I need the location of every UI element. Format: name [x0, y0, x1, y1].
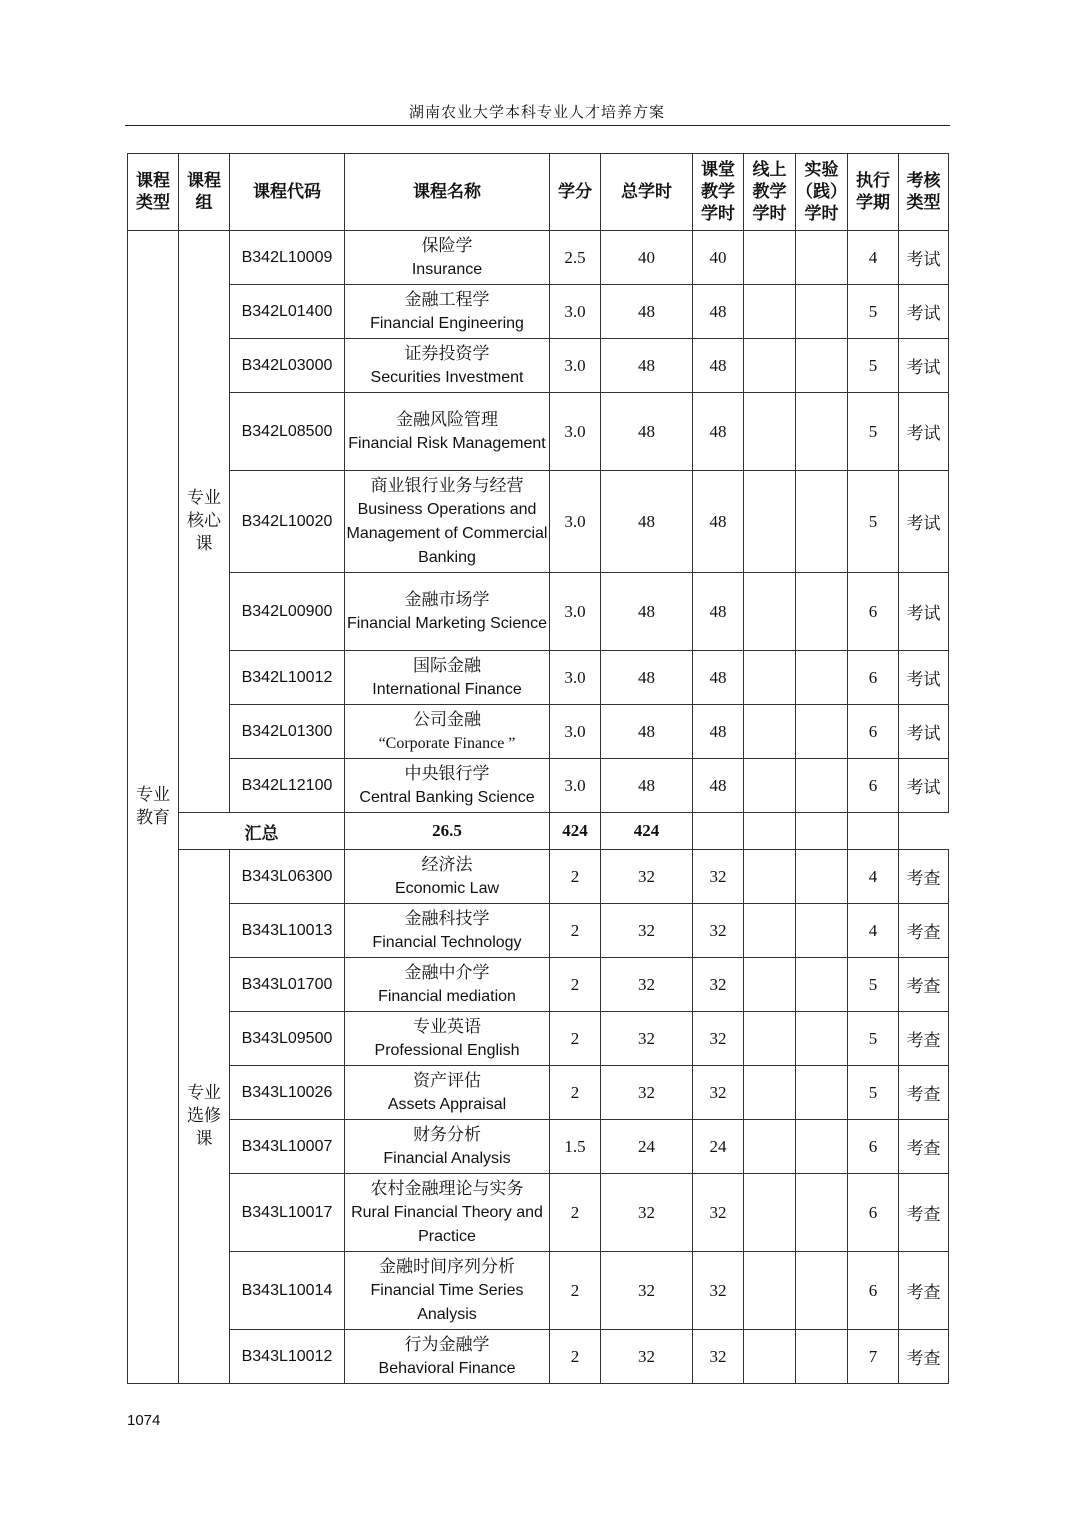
course-name-zh: 保险学	[421, 235, 473, 256]
course-name-en: Professional English	[374, 1041, 520, 1059]
course-name	[345, 471, 550, 573]
total-hours-cell: 32	[601, 1252, 693, 1330]
summary-exam	[848, 813, 899, 850]
header-cell: 线上 教学 学时	[744, 154, 796, 231]
course-name	[345, 1012, 550, 1066]
course-name-zh: 金融时间序列分析	[379, 1256, 515, 1277]
exam-type-cell: 考试	[899, 651, 949, 705]
course-name	[345, 1252, 550, 1330]
credit-cell: 3.0	[550, 471, 601, 573]
course-name	[345, 285, 550, 339]
term-cell: 5	[848, 339, 899, 393]
exam-type-cell: 考查	[899, 1174, 949, 1252]
lab-hours-cell	[796, 904, 848, 958]
header-cell: 实验 （践） 学时	[796, 154, 848, 231]
table-row	[128, 1174, 949, 1252]
course-name-zh: 国际金融	[413, 655, 481, 676]
class-hours-cell: 32	[693, 1066, 744, 1120]
class-hours-cell: 32	[693, 1252, 744, 1330]
course-name-zh: 商业银行业务与经营	[370, 475, 524, 496]
exam-type-cell: 考查	[899, 850, 949, 904]
lab-hours-cell	[796, 231, 848, 285]
total-hours-cell: 32	[601, 1174, 693, 1252]
course-group-cell: 专业 选修 课	[179, 850, 230, 1384]
online-hours-cell	[744, 1066, 796, 1120]
summary-label: 汇总	[179, 813, 345, 850]
total-hours-cell: 48	[601, 705, 693, 759]
table-row	[128, 1252, 949, 1330]
exam-type-cell: 考查	[899, 904, 949, 958]
lab-hours-cell	[796, 651, 848, 705]
course-name-en: Behavioral Finance	[378, 1359, 516, 1377]
course-type-cell: 专业 教育	[128, 231, 179, 1384]
course-code: B343L01700	[230, 958, 345, 1012]
credit-cell: 3.0	[550, 759, 601, 813]
exam-type-cell: 考试	[899, 759, 949, 813]
table-row	[128, 759, 949, 813]
course-name-en: Financial Technology	[372, 933, 522, 951]
table-row	[128, 1012, 949, 1066]
summary-lab	[744, 813, 796, 850]
credit-cell: 2	[550, 1066, 601, 1120]
table-row	[128, 339, 949, 393]
lab-hours-cell	[796, 759, 848, 813]
exam-type-cell: 考查	[899, 958, 949, 1012]
lab-hours-cell	[796, 1012, 848, 1066]
course-name-en: Central Banking Science	[359, 788, 535, 806]
total-hours-cell: 32	[601, 958, 693, 1012]
class-hours-cell: 48	[693, 705, 744, 759]
header-cell: 考核 类型	[899, 154, 949, 231]
class-hours-cell: 32	[693, 850, 744, 904]
class-hours-cell: 32	[693, 1174, 744, 1252]
course-name-en: Financial Time Series Analysis	[370, 1281, 524, 1323]
course-code: B342L10020	[230, 471, 345, 573]
course-name-en: Financial Risk Management	[348, 434, 546, 452]
exam-type-cell: 考查	[899, 1012, 949, 1066]
course-code: B342L01400	[230, 285, 345, 339]
course-code: B342L12100	[230, 759, 345, 813]
credit-cell: 2	[550, 958, 601, 1012]
class-hours-cell: 32	[693, 958, 744, 1012]
class-hours-cell: 48	[693, 339, 744, 393]
course-name-en: Rural Financial Theory and Practice	[351, 1203, 543, 1245]
course-name	[345, 958, 550, 1012]
course-name-en: Securities Investment	[370, 368, 524, 386]
course-name-zh: 农村金融理论与实务	[370, 1178, 524, 1199]
class-hours-cell: 48	[693, 573, 744, 651]
course-name	[345, 1066, 550, 1120]
term-cell: 4	[848, 904, 899, 958]
course-name	[345, 904, 550, 958]
header-divider	[125, 125, 950, 126]
credit-cell: 2	[550, 904, 601, 958]
term-cell: 5	[848, 393, 899, 471]
header-cell: 总学时	[601, 154, 693, 231]
table-row	[128, 958, 949, 1012]
course-name-zh: 行为金融学	[404, 1334, 490, 1355]
exam-type-cell: 考试	[899, 705, 949, 759]
course-name-zh: 证券投资学	[404, 343, 490, 364]
summary-credit: 26.5	[345, 813, 550, 850]
class-hours-cell: 48	[693, 651, 744, 705]
course-name	[345, 1174, 550, 1252]
summary-term	[796, 813, 848, 850]
term-cell: 7	[848, 1330, 899, 1384]
table-row	[128, 1120, 949, 1174]
course-name-en: Financial mediation	[378, 987, 516, 1005]
term-cell: 5	[848, 471, 899, 573]
total-hours-cell: 48	[601, 285, 693, 339]
header-cell: 执行 学期	[848, 154, 899, 231]
class-hours-cell: 32	[693, 1012, 744, 1066]
credit-cell: 2	[550, 1012, 601, 1066]
online-hours-cell	[744, 904, 796, 958]
term-cell: 4	[848, 231, 899, 285]
lab-hours-cell	[796, 850, 848, 904]
class-hours-cell: 40	[693, 231, 744, 285]
course-name-zh: 专业英语	[413, 1016, 481, 1037]
online-hours-cell	[744, 573, 796, 651]
total-hours-cell: 24	[601, 1120, 693, 1174]
total-hours-cell: 48	[601, 573, 693, 651]
lab-hours-cell	[796, 573, 848, 651]
term-cell: 5	[848, 1066, 899, 1120]
page-number: 1074	[127, 1412, 161, 1429]
course-name-en: Financial Marketing Science	[346, 614, 548, 632]
online-hours-cell	[744, 1012, 796, 1066]
exam-type-cell: 考查	[899, 1330, 949, 1384]
total-hours-cell: 48	[601, 393, 693, 471]
exam-type-cell: 考查	[899, 1120, 949, 1174]
total-hours-cell: 32	[601, 850, 693, 904]
lab-hours-cell	[796, 705, 848, 759]
header-cell: 课堂 教学 学时	[693, 154, 744, 231]
course-name-zh: 金融工程学	[404, 289, 490, 310]
exam-type-cell: 考查	[899, 1252, 949, 1330]
total-hours-cell: 48	[601, 471, 693, 573]
lab-hours-cell	[796, 285, 848, 339]
credit-cell: 2	[550, 1252, 601, 1330]
class-hours-cell: 32	[693, 904, 744, 958]
course-name-en: Economic Law	[394, 879, 500, 897]
total-hours-cell: 32	[601, 1330, 693, 1384]
course-code: B342L08500	[230, 393, 345, 471]
term-cell: 6	[848, 1120, 899, 1174]
page-header-title: 湖南农业大学本科专业人才培养方案	[408, 103, 665, 121]
exam-type-cell: 考试	[899, 393, 949, 471]
header-cell: 课程 类型	[128, 154, 179, 231]
course-code: B343L10014	[230, 1252, 345, 1330]
online-hours-cell	[744, 1252, 796, 1330]
lab-hours-cell	[796, 393, 848, 471]
table-row	[128, 285, 949, 339]
table-row	[128, 471, 949, 573]
course-name-zh: 财务分析	[413, 1124, 481, 1145]
online-hours-cell	[744, 471, 796, 573]
credit-cell: 2	[550, 1330, 601, 1384]
credit-cell: 3.0	[550, 573, 601, 651]
exam-type-cell: 考试	[899, 339, 949, 393]
course-name-en: Business Operations and Management of Commercial Banking	[346, 500, 548, 566]
course-name	[345, 651, 550, 705]
table-row	[128, 904, 949, 958]
course-name-zh: 经济法	[421, 854, 473, 875]
lab-hours-cell	[796, 1174, 848, 1252]
total-hours-cell: 40	[601, 231, 693, 285]
credit-cell: 3.0	[550, 651, 601, 705]
course-code: B343L10012	[230, 1330, 345, 1384]
header-cell: 课程 组	[179, 154, 230, 231]
total-hours-cell: 48	[601, 759, 693, 813]
exam-type-cell: 考试	[899, 285, 949, 339]
course-code: B342L03000	[230, 339, 345, 393]
term-cell: 6	[848, 1174, 899, 1252]
table-row	[128, 850, 949, 904]
header-cell: 学分	[550, 154, 601, 231]
course-name-zh: 金融中介学	[404, 962, 490, 983]
course-code: B342L01300	[230, 705, 345, 759]
online-hours-cell	[744, 231, 796, 285]
summary-class-hours: 424	[601, 813, 693, 850]
table-row	[128, 393, 949, 471]
online-hours-cell	[744, 1174, 796, 1252]
course-code: B342L10009	[230, 231, 345, 285]
credit-cell: 2.5	[550, 231, 601, 285]
online-hours-cell	[744, 705, 796, 759]
course-code: B342L00900	[230, 573, 345, 651]
online-hours-cell	[744, 759, 796, 813]
credit-cell: 3.0	[550, 285, 601, 339]
term-cell: 5	[848, 958, 899, 1012]
online-hours-cell	[744, 1120, 796, 1174]
term-cell: 5	[848, 1012, 899, 1066]
course-name	[345, 1120, 550, 1174]
online-hours-cell	[744, 339, 796, 393]
course-name-zh: 金融科技学	[404, 908, 490, 929]
online-hours-cell	[744, 958, 796, 1012]
online-hours-cell	[744, 1330, 796, 1384]
class-hours-cell: 48	[693, 471, 744, 573]
total-hours-cell: 48	[601, 339, 693, 393]
term-cell: 6	[848, 705, 899, 759]
course-name	[345, 393, 550, 471]
term-cell: 5	[848, 285, 899, 339]
course-code: B343L09500	[230, 1012, 345, 1066]
course-name-zh: 金融风险管理	[396, 409, 498, 430]
lab-hours-cell	[796, 339, 848, 393]
course-name	[345, 850, 550, 904]
course-code: B343L10007	[230, 1120, 345, 1174]
class-hours-cell: 24	[693, 1120, 744, 1174]
credit-cell: 3.0	[550, 393, 601, 471]
total-hours-cell: 48	[601, 651, 693, 705]
course-name-zh: 公司金融	[413, 709, 481, 730]
exam-type-cell: 考试	[899, 573, 949, 651]
term-cell: 4	[848, 850, 899, 904]
lab-hours-cell	[796, 471, 848, 573]
credit-cell: 1.5	[550, 1120, 601, 1174]
course-name-en: International Finance	[372, 680, 522, 698]
online-hours-cell	[744, 393, 796, 471]
credit-cell: 2	[550, 1174, 601, 1252]
course-name	[345, 339, 550, 393]
total-hours-cell: 32	[601, 1066, 693, 1120]
online-hours-cell	[744, 850, 796, 904]
lab-hours-cell	[796, 1066, 848, 1120]
lab-hours-cell	[796, 1120, 848, 1174]
online-hours-cell	[744, 651, 796, 705]
header-cell: 课程名称	[345, 154, 550, 231]
class-hours-cell: 48	[693, 285, 744, 339]
term-cell: 6	[848, 1252, 899, 1330]
term-cell: 6	[848, 759, 899, 813]
course-name-en: Assets Appraisal	[387, 1095, 507, 1113]
course-name-zh: 中央银行学	[404, 763, 490, 784]
class-hours-cell: 48	[693, 393, 744, 471]
term-cell: 6	[848, 651, 899, 705]
credit-cell: 3.0	[550, 339, 601, 393]
course-name-en: Financial Engineering	[370, 314, 524, 332]
exam-type-cell: 考试	[899, 471, 949, 573]
course-name-en: “Corporate Finance ”	[378, 734, 516, 752]
exam-type-cell: 考试	[899, 231, 949, 285]
course-name	[345, 231, 550, 285]
course-code: B343L10017	[230, 1174, 345, 1252]
table-row	[128, 573, 949, 651]
course-name	[345, 573, 550, 651]
summary-row	[128, 813, 949, 850]
course-name-zh: 金融市场学	[404, 589, 490, 610]
credit-cell: 3.0	[550, 705, 601, 759]
lab-hours-cell	[796, 1252, 848, 1330]
class-hours-cell: 48	[693, 759, 744, 813]
summary-total-hours: 424	[550, 813, 601, 850]
credit-cell: 2	[550, 850, 601, 904]
table-row	[128, 1066, 949, 1120]
lab-hours-cell	[796, 1330, 848, 1384]
table-row	[128, 705, 949, 759]
course-name	[345, 759, 550, 813]
lab-hours-cell	[796, 958, 848, 1012]
summary-online	[693, 813, 744, 850]
total-hours-cell: 32	[601, 1012, 693, 1066]
table-row	[128, 1330, 949, 1384]
online-hours-cell	[744, 285, 796, 339]
table-row	[128, 651, 949, 705]
course-name	[345, 1330, 550, 1384]
course-code: B343L06300	[230, 850, 345, 904]
course-name	[345, 705, 550, 759]
course-group-cell: 专业 核心 课	[179, 231, 230, 813]
header-cell: 课程代码	[230, 154, 345, 231]
course-table	[127, 153, 949, 1384]
total-hours-cell: 32	[601, 904, 693, 958]
course-code: B343L10013	[230, 904, 345, 958]
course-code: B342L10012	[230, 651, 345, 705]
course-name-en: Insurance	[411, 260, 483, 278]
course-name-en: Financial Analysis	[383, 1149, 511, 1167]
table-row	[128, 231, 949, 285]
term-cell: 6	[848, 573, 899, 651]
course-code: B343L10026	[230, 1066, 345, 1120]
class-hours-cell: 32	[693, 1330, 744, 1384]
course-name-zh: 资产评估	[413, 1070, 481, 1091]
exam-type-cell: 考查	[899, 1066, 949, 1120]
table-header-row	[128, 154, 949, 231]
